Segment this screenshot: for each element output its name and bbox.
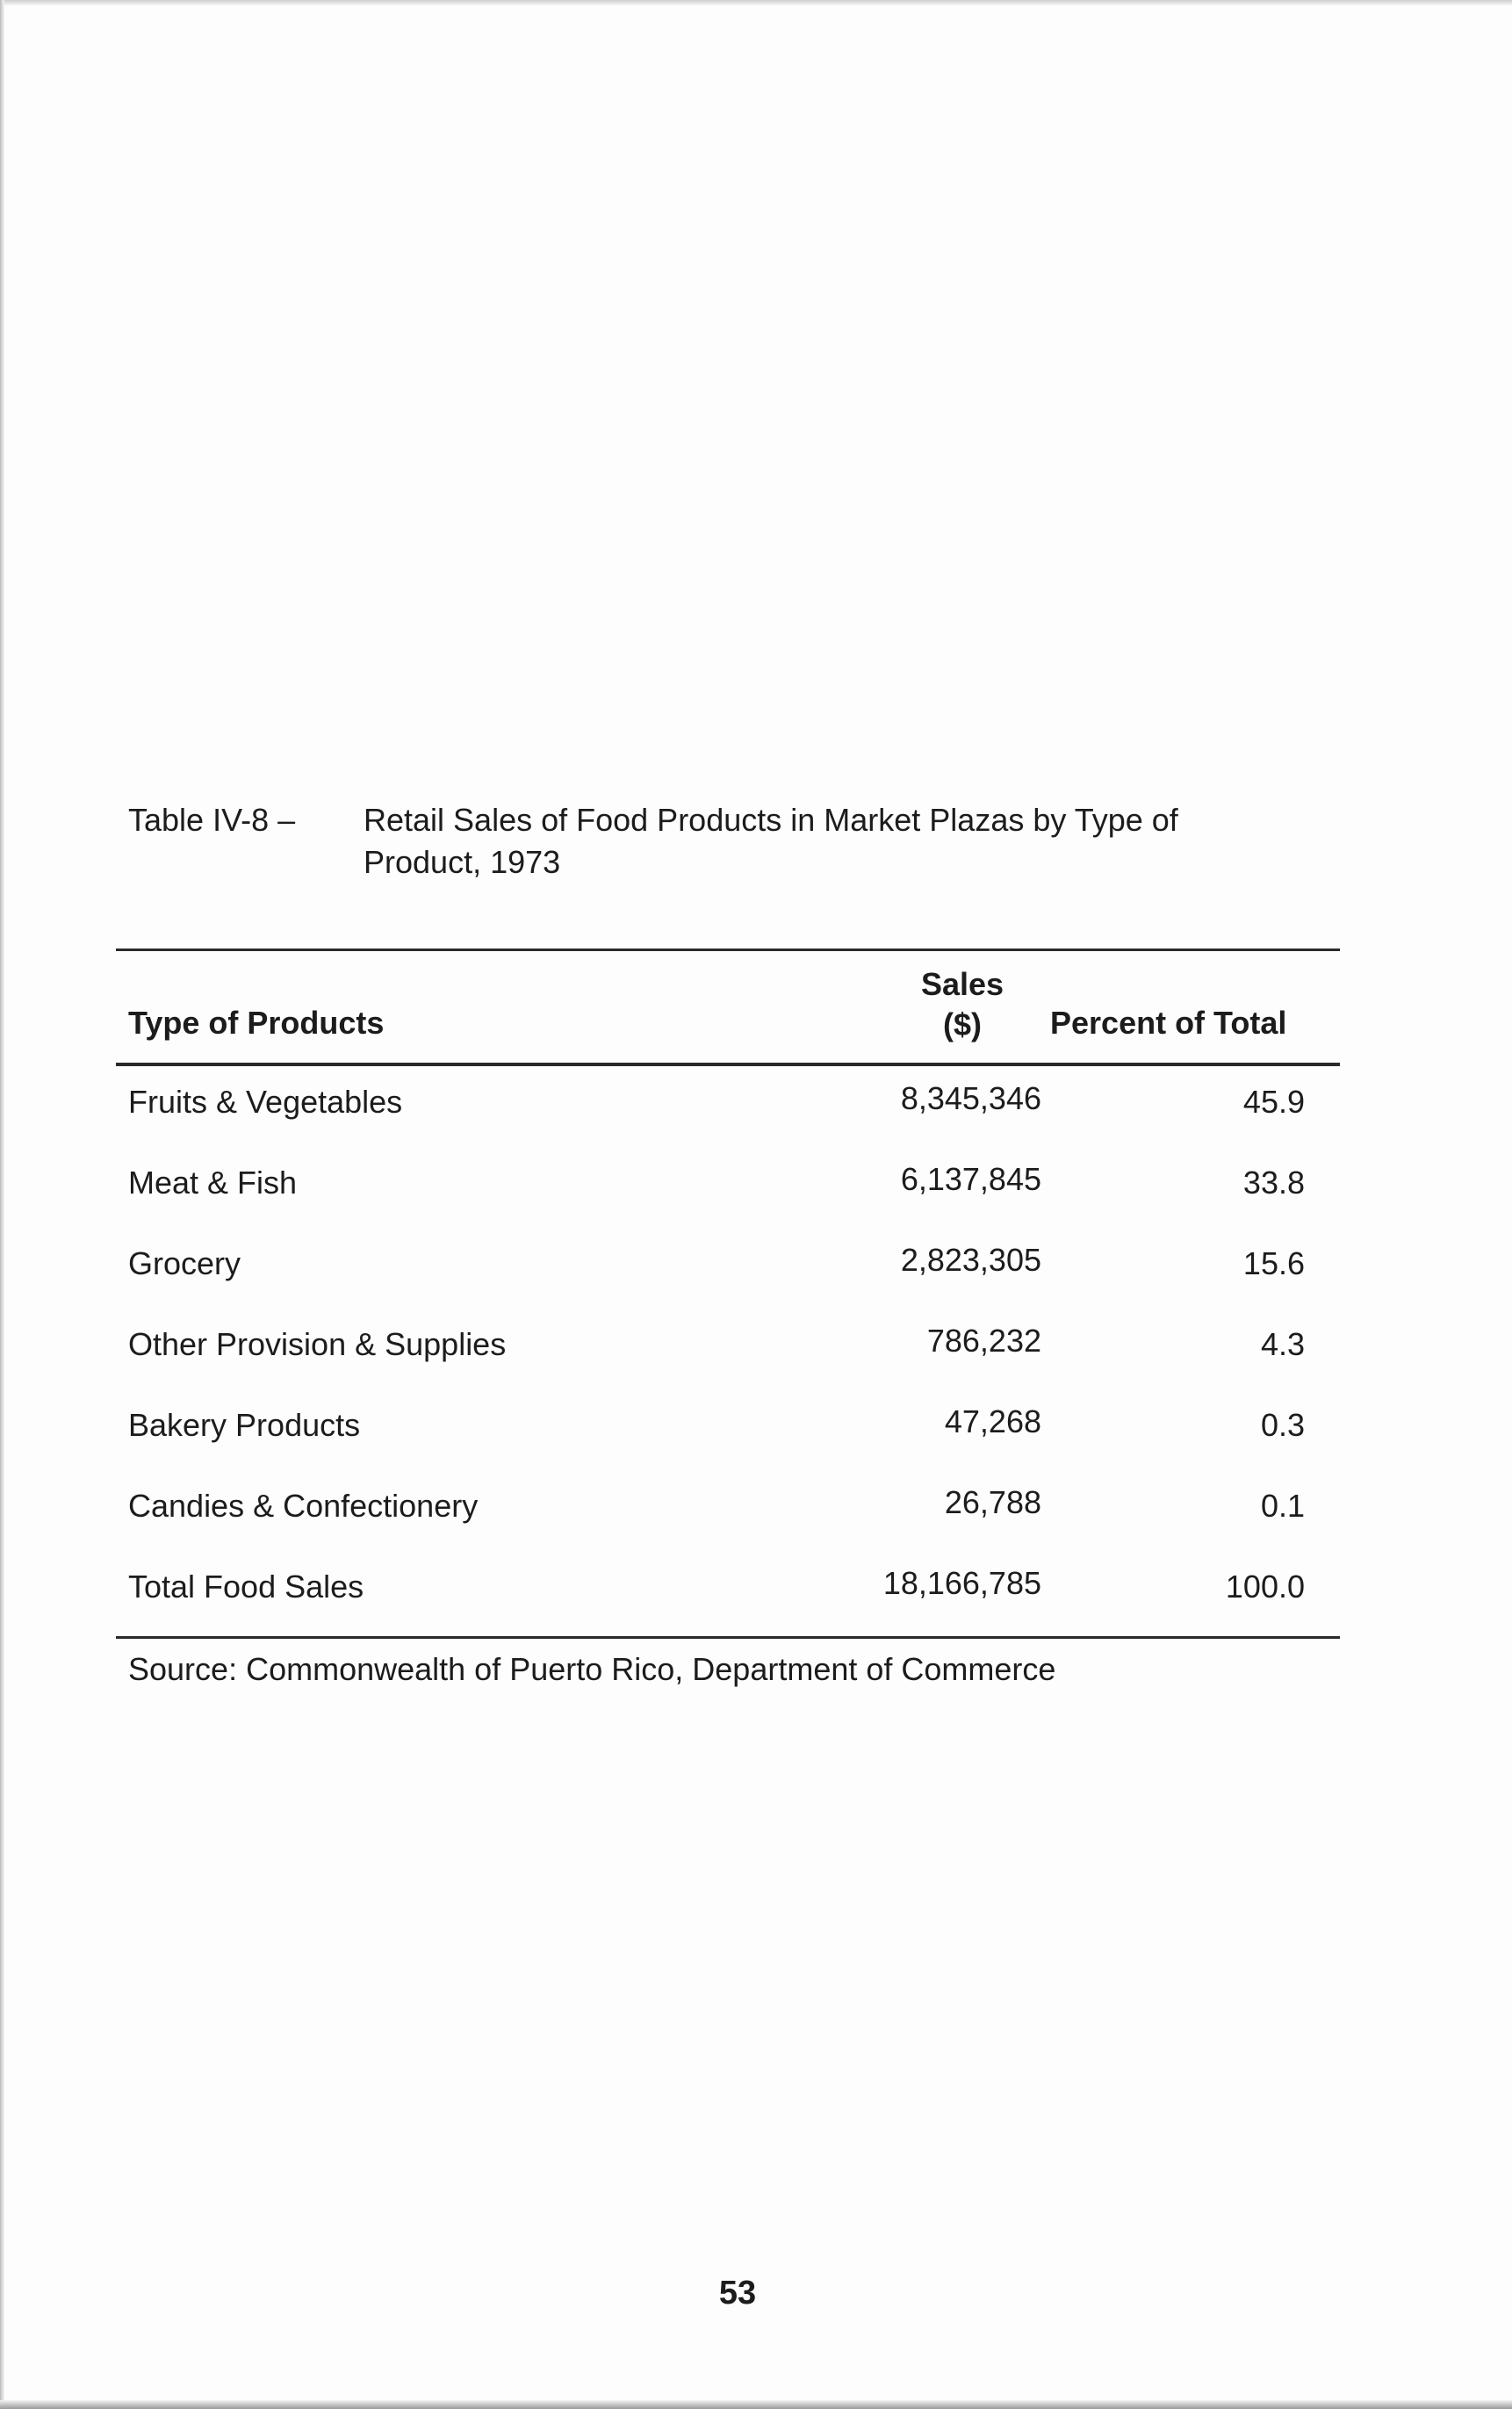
table-title (128, 799, 1322, 884)
table-row (128, 1323, 1340, 1403)
cell-sales: 2,823,305 (900, 1242, 1041, 1278)
cell-type: Grocery (128, 1245, 241, 1281)
column-header-percent: Percent of Total (1050, 1005, 1287, 1041)
table-number-spacer (128, 841, 364, 884)
cell-percent: 45.9 (1242, 1084, 1305, 1120)
cell-sales: 6,137,845 (900, 1161, 1041, 1197)
table-top-rule (116, 948, 1340, 951)
table-title-line-2: Product, 1973 (364, 844, 561, 880)
page-edge-bottom (0, 2400, 1512, 2409)
column-header-sales-line-1: Sales (920, 966, 1004, 1002)
cell-percent: 0.1 (1260, 1488, 1305, 1524)
cell-percent: 4.3 (1260, 1326, 1305, 1362)
cell-sales: 47,268 (944, 1403, 1041, 1439)
cell-sales: 786,232 (926, 1323, 1041, 1359)
table-row (128, 1161, 1340, 1242)
cell-sales: 8,345,346 (900, 1080, 1041, 1116)
table-row (128, 1242, 1340, 1323)
page-edge-top (0, 0, 1512, 5)
page-edge-left (0, 0, 4, 2409)
table-body (128, 1080, 1340, 1646)
column-header-type: Type of Products (128, 1005, 385, 1041)
cell-type: Candies & Confectionery (128, 1488, 479, 1524)
cell-sales: 26,788 (944, 1484, 1041, 1520)
table-number: Table IV-8 – (128, 802, 296, 838)
table-title-line-1: Retail Sales of Food Products in Market Plazas by Type of (364, 802, 1178, 838)
table-bottom-rule (116, 1636, 1340, 1639)
cell-type: Meat & Fish (128, 1165, 298, 1201)
cell-type: Bakery Products (128, 1407, 361, 1443)
table-row (128, 1484, 1340, 1565)
page-number: 53 (718, 2275, 757, 2312)
cell-percent: 15.6 (1242, 1245, 1305, 1281)
table-row (128, 1403, 1340, 1484)
cell-percent: 33.8 (1242, 1165, 1305, 1201)
column-header-sales-line-2: ($) (943, 1006, 982, 1042)
cell-sales: 18,166,785 (882, 1565, 1041, 1601)
cell-type: Other Provision & Supplies (128, 1326, 507, 1362)
cell-type: Fruits & Vegetables (128, 1084, 403, 1120)
table-header (128, 964, 1340, 1052)
table-row (128, 1080, 1340, 1161)
cell-percent: 100.0 (1225, 1569, 1305, 1605)
table-row-total (128, 1565, 1340, 1646)
source-note: Source: Commonwealth of Puerto Rico, Department of Commerce (128, 1651, 1056, 1687)
cell-percent: 0.3 (1260, 1407, 1305, 1443)
cell-type: Total Food Sales (128, 1569, 364, 1605)
table-header-rule (116, 1063, 1340, 1066)
